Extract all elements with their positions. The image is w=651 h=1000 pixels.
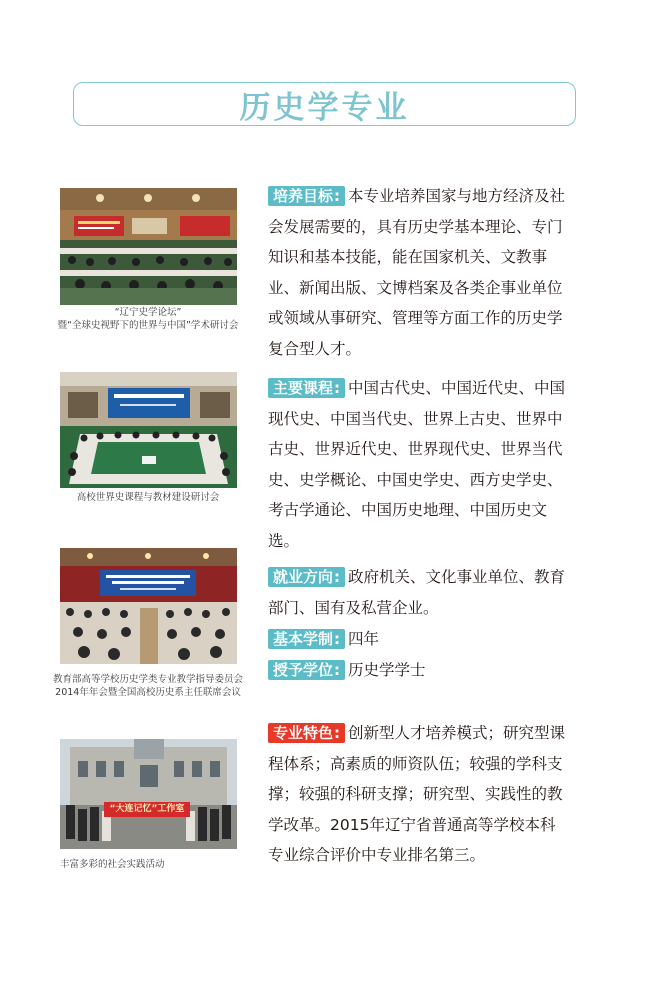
section-text: 创新型人才培养模式；研究型课程体系；高素质的师资队伍；较强的学科支撑；较强的科研支撑；研究型、实践性的教学改革。2015年辽宁省普通高等学校本科专业综合评价中专业排名第三。 — [268, 724, 566, 864]
section-text: 历史学学士 — [348, 661, 426, 679]
section-label — [268, 723, 345, 743]
caption-line: 丰富多彩的社会实践活动 — [60, 859, 165, 870]
label-colon: : — [334, 187, 341, 205]
label-text: 主要课程 — [273, 379, 334, 397]
social-practice-photo — [60, 739, 237, 849]
label-colon: : — [334, 661, 341, 679]
caption-line: 教育部高等学校历史学类专业教学指导委员会 — [52, 674, 243, 685]
label-text: 授予学位 — [273, 661, 334, 679]
section-text: 中国古代史、中国近代史、中国现代史、中国当代史、世界上古史、世界中古史、世界近代史、世界现代史、世界当代史、史学概论、中国史学史、西方史学史、考古学通论、中国历史地理、中国历史文选。 — [268, 379, 566, 550]
conference-photo-1 — [60, 188, 237, 305]
label-text: 就业方向 — [273, 568, 334, 586]
section-text: 本专业培养国家与地方经济及社会发展需要的，具有历史学基本理论、专门知识和基本技能，能在国家机关、文教事业、新闻出版、文博档案及各类企事业单位或领域从事研究、管理等方面工作的历史学复合型人才。 — [268, 187, 566, 358]
photo-caption-1 — [48, 306, 248, 332]
conference-photo-2 — [60, 372, 237, 488]
section-main-courses — [268, 373, 568, 556]
page-title: 历史学专业 — [239, 89, 410, 126]
conference-photo-3 — [60, 548, 237, 664]
caption-line: “辽宁史学论坛” — [114, 307, 182, 318]
label-colon: : — [334, 630, 341, 648]
page-title-box — [73, 82, 576, 126]
section-label — [268, 567, 345, 587]
section-label — [268, 378, 345, 398]
label-colon: : — [334, 724, 341, 742]
photo-caption-2 — [48, 491, 248, 504]
photo-caption-3 — [48, 673, 248, 699]
label-text: 专业特色 — [273, 724, 334, 742]
section-features — [268, 718, 568, 871]
label-text: 基本学制 — [273, 630, 334, 648]
section-duration — [268, 624, 568, 655]
caption-line: 高校世界史课程与教材建设研讨会 — [76, 492, 220, 503]
label-text: 培养目标 — [273, 187, 334, 205]
section-text: 四年 — [348, 630, 380, 648]
section-degree — [268, 655, 568, 686]
section-label — [268, 629, 345, 649]
caption-line: 2014年年会暨全国高校历史系主任联席会议 — [55, 687, 241, 698]
label-colon: : — [334, 568, 341, 586]
section-label — [268, 660, 345, 680]
section-training-goal — [268, 181, 568, 364]
section-label — [268, 186, 345, 206]
caption-line: 暨“全球史视野下的世界与中国”学术研讨会 — [57, 320, 239, 331]
section-employment — [268, 562, 568, 623]
label-colon: : — [334, 379, 341, 397]
section-text: 政府机关、文化事业单位、教育部门、国有及私营企业。 — [268, 568, 566, 617]
photo-caption-4 — [60, 858, 260, 871]
banner-text: “大连记忆”工作室 — [109, 804, 185, 814]
